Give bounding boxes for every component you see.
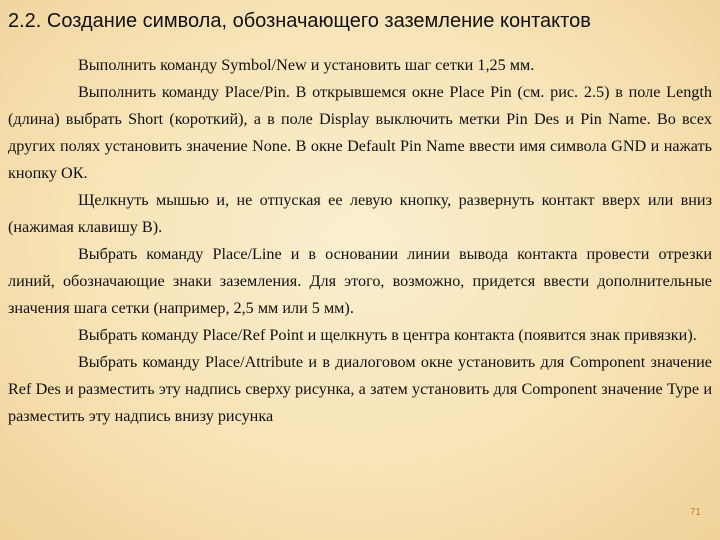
- paragraph-symbol-new: Выполнить команду Symbol/New и установить шаг сетки 1,25 мм.: [78, 56, 535, 74]
- paragraph-ref-point: Выбрать команду Place/Ref Point и щелкнуть в центра контакта (появится знак привязки).: [78, 326, 697, 344]
- paragraph-rotate-pin: Щелкнуть мышью и, не отпуская ее левую кнопку, развернуть контакт вверх или вниз (нажимая клавишу В).: [8, 191, 712, 236]
- slide-title: 2.2. Создание символа, обозначающего заземление контактов: [8, 10, 591, 32]
- slide-body: [8, 52, 712, 430]
- paragraph-place-line: Выбрать команду Place/Line и в основании линии вывода контакта провести отрезки линий, обозначающие знаки заземления. Для этого, возможно, придется ввести дополнительные значения шага сетки (например, 2,5 мм или 5 мм).: [8, 245, 712, 317]
- paragraph-place-attribute: Выбрать команду Place/Attribute и в диалоговом окне установить для Component значение Ref Des и разместить эту надпись сверху рисунка, а затем установить для Component значение Type и разместить эту надпись внизу рисунка: [8, 353, 712, 425]
- paragraph-place-pin: Выполнить команду Place/Pin. В открывшемся окне Place Pin (см. рис. 2.5) в поле Length (длина) выбрать Short (короткий), а в поле Display выключить метки Pin Des и Pin Name. Во всех других полях установить значение None. В окне Default Pin Name ввести имя символа GND и нажать кнопку ОК.: [8, 83, 712, 182]
- page-number: 71: [689, 507, 701, 518]
